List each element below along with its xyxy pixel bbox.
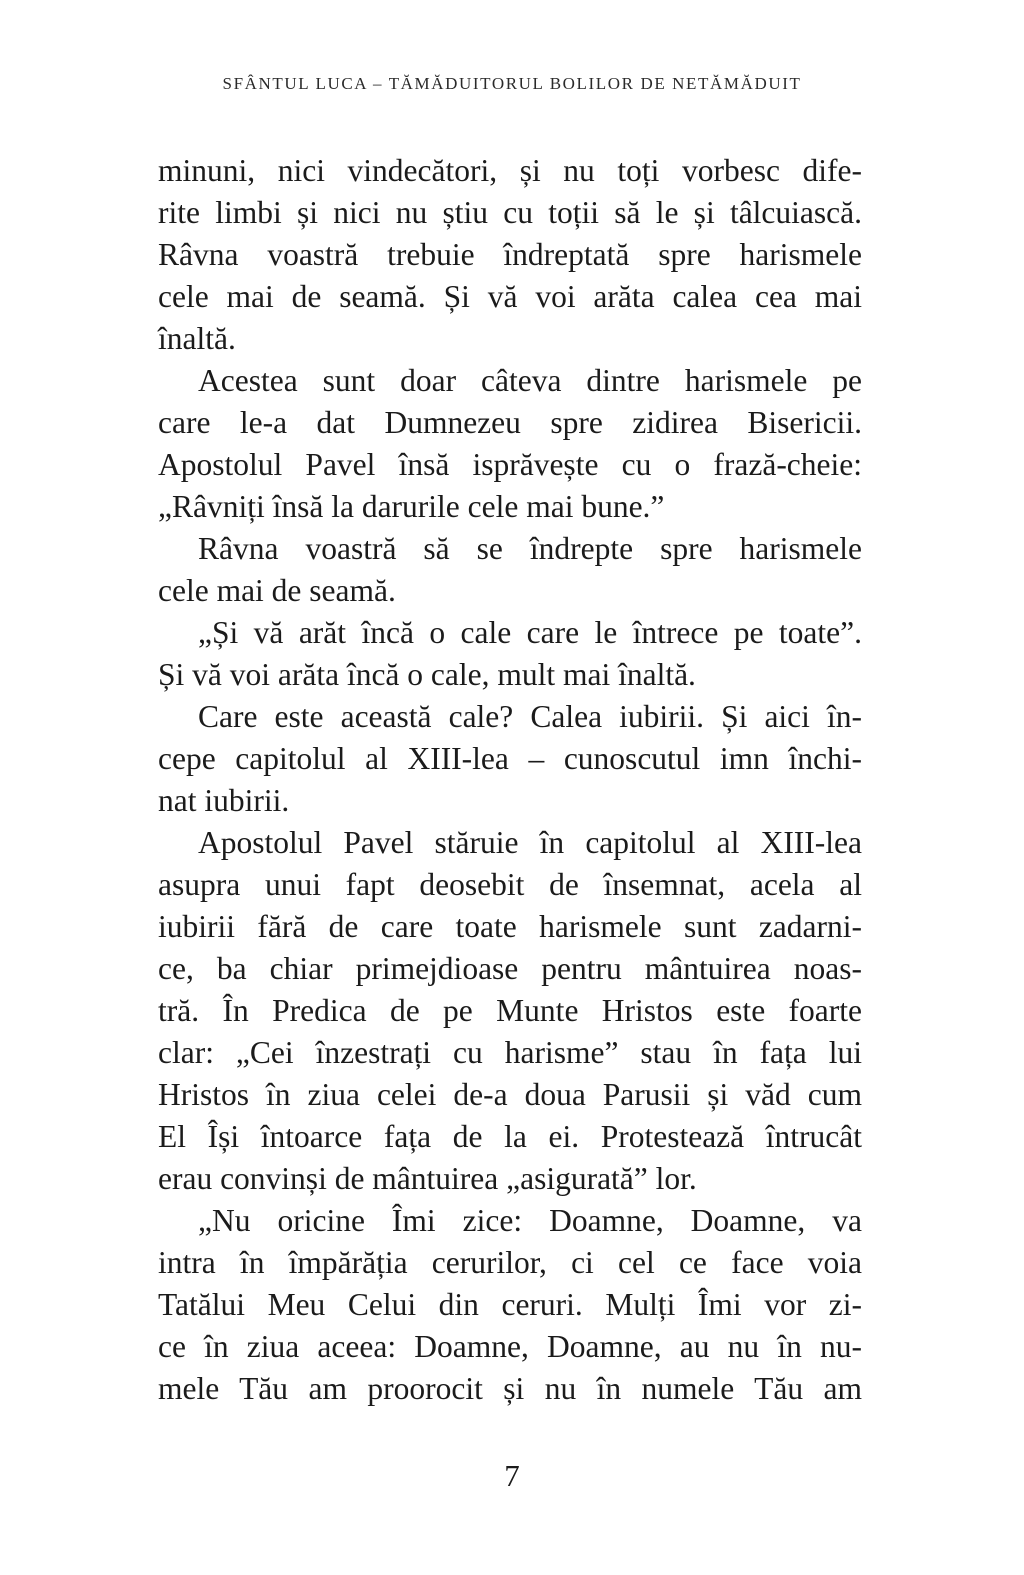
text-line: cepe capitolul al XIII-lea – cunoscutul imn închi- bbox=[158, 741, 862, 776]
text-line: Tatălui Meu Celui din ceruri. Mulți Îmi vor zi- bbox=[158, 1287, 862, 1322]
paragraph bbox=[158, 612, 862, 696]
paragraph bbox=[158, 696, 862, 822]
text-line: El Își întoarce fața de la ei. Protestează întrucât bbox=[158, 1119, 862, 1154]
text-line: rite limbi și nici nu știu cu toții să le și tâlcuiască. bbox=[158, 195, 862, 230]
text-line: cele mai de seamă. bbox=[158, 573, 396, 608]
text-line: Râvna voastră trebuie îndreptată spre harismele bbox=[158, 237, 862, 272]
text-line: iubirii fără de care toate harismele sunt zadarni- bbox=[158, 909, 862, 944]
text-line: clar: „Cei înzestrați cu harisme” stau în fața lui bbox=[158, 1035, 862, 1070]
text-line: mele Tău am proorocit și nu în numele Tău am bbox=[158, 1371, 862, 1406]
text-line: intra în împărăția cerurilor, ci cel ce face voia bbox=[158, 1245, 862, 1280]
text-line: minuni, nici vindecători, și nu toți vorbesc dife- bbox=[158, 153, 862, 188]
running-head: SFÂNTUL LUCA – TĂMĂDUITORUL BOLILOR DE NETĂMĂDUIT bbox=[222, 74, 802, 93]
text-line: Care este această cale? Calea iubirii. Și aici în- bbox=[198, 699, 862, 734]
text-line: Acestea sunt doar câteva dintre harismele pe bbox=[198, 363, 862, 398]
text-line: „Nu oricine Îmi zice: Doamne, Doamne, va bbox=[198, 1203, 862, 1238]
text-line: cele mai de seamă. Și vă voi arăta calea cea mai bbox=[158, 279, 862, 314]
text-line: nat iubirii. bbox=[158, 783, 290, 818]
text-line: asupra unui fapt deosebit de însemnat, acela al bbox=[158, 867, 862, 902]
text-line: ce, ba chiar primejdioase pentru mântuirea noas- bbox=[158, 951, 862, 986]
text-line: tră. În Predica de pe Munte Hristos este foarte bbox=[158, 993, 862, 1028]
paragraph bbox=[158, 360, 862, 528]
text-line: înaltă. bbox=[158, 321, 236, 356]
paragraph bbox=[158, 528, 862, 612]
text-line: care le-a dat Dumnezeu spre zidirea Bisericii. bbox=[158, 405, 862, 440]
text-line: Și vă voi arăta încă o cale, mult mai înaltă. bbox=[158, 657, 696, 692]
text-line: Hristos în ziua celei de-a doua Parusii și văd cum bbox=[158, 1077, 862, 1112]
page-number: 7 bbox=[504, 1458, 520, 1493]
paragraph bbox=[158, 150, 862, 360]
text-line: Apostolul Pavel stăruie în capitolul al XIII-lea bbox=[198, 825, 862, 860]
text-line: erau convinși de mântuirea „asigurată” lor. bbox=[158, 1161, 697, 1196]
text-line: Râvna voastră să se îndrepte spre harismele bbox=[198, 531, 862, 566]
body-text bbox=[158, 150, 862, 1410]
paragraph bbox=[158, 1200, 862, 1410]
paragraph bbox=[158, 822, 862, 1200]
text-line: Apostolul Pavel însă isprăvește cu o frază-cheie: bbox=[158, 447, 862, 482]
text-line: „Și vă arăt încă o cale care le întrece pe toate”. bbox=[198, 615, 862, 650]
text-line: „Râvniți însă la darurile cele mai bune.” bbox=[158, 489, 665, 524]
text-line: ce în ziua aceea: Doamne, Doamne, au nu în nu- bbox=[158, 1329, 862, 1364]
